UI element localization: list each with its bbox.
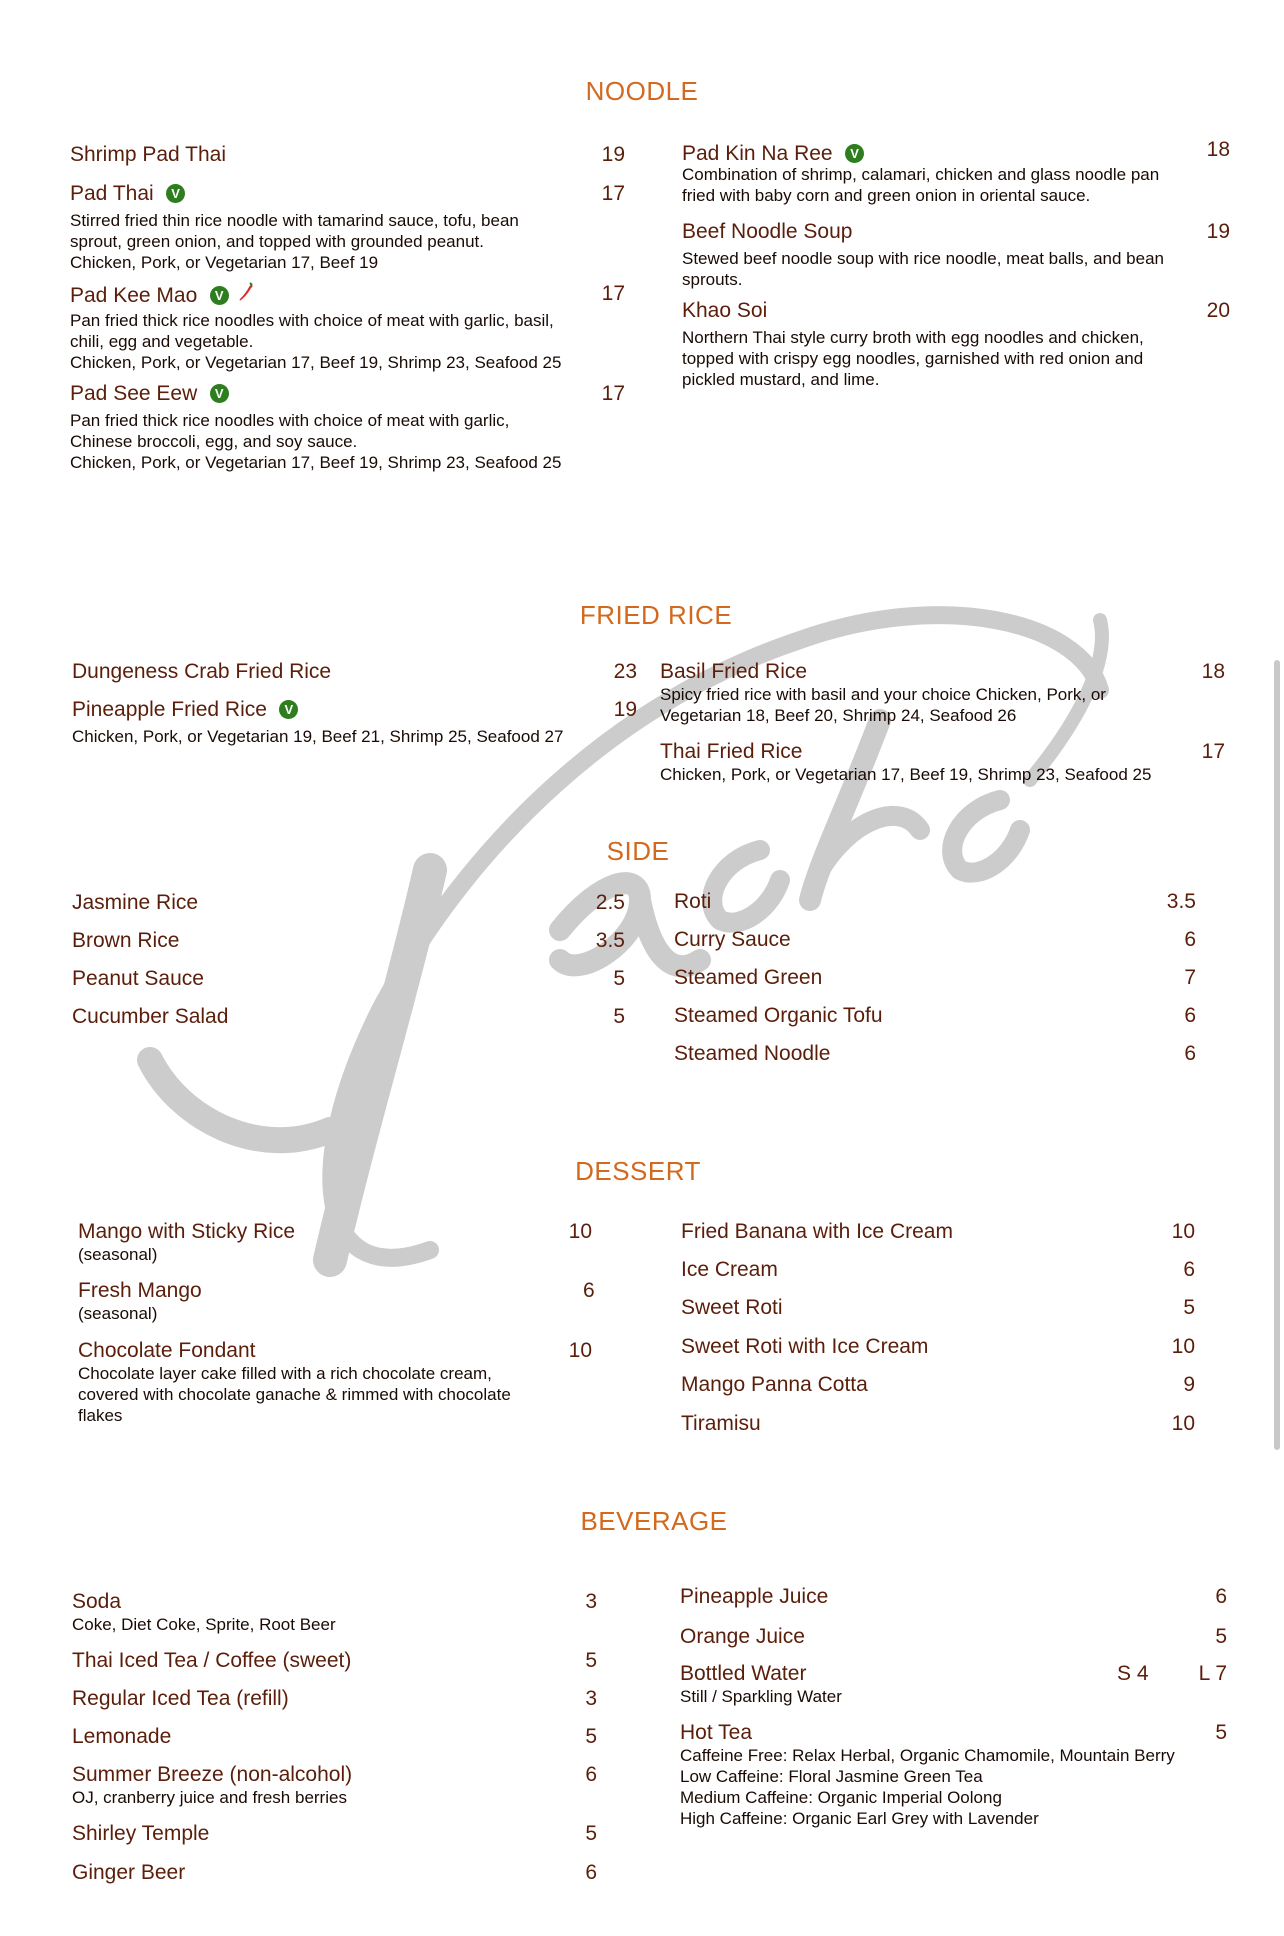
item-name: Jasmine Rice xyxy=(72,891,199,914)
menu-item-thai-fried-rice xyxy=(660,740,1225,785)
item-description: Chicken, Pork, or Vegetarian 19, Beef 21, Shrimp 25, Seafood 27 xyxy=(72,727,564,746)
menu-item-fried-banana-ice-cream xyxy=(681,1220,1195,1248)
menu-item-orange-juice xyxy=(680,1625,1227,1653)
menu-item-khao-soi xyxy=(682,299,1230,390)
item-description: Northern Thai style curry broth with egg noodles and chicken, topped with crispy egg noodles, garnished with red onion and pickled mustard, and lime. xyxy=(682,328,1144,389)
item-price: 5 xyxy=(585,1725,597,1748)
menu-item-hot-tea xyxy=(680,1721,1227,1829)
item-name: Chocolate Fondant xyxy=(78,1339,256,1362)
vegetarian-badge-icon: V xyxy=(279,700,298,719)
item-description: (seasonal) xyxy=(78,1245,158,1264)
menu-item-mango-sticky-rice xyxy=(78,1220,592,1265)
item-price: 10 xyxy=(568,1220,592,1243)
item-name: Ginger Beer xyxy=(72,1861,186,1884)
item-price: 3 xyxy=(585,1590,597,1613)
item-name: Brown Rice xyxy=(72,929,180,952)
item-price: 17 xyxy=(601,282,625,305)
item-price: 5 xyxy=(613,1005,625,1028)
menu-item-pad-thai xyxy=(70,182,625,273)
item-price: 6 xyxy=(585,1763,597,1786)
section-title-fried-rice: FRIED RICE xyxy=(579,600,733,630)
menu-item-peanut-sauce xyxy=(72,967,625,995)
item-price: 19 xyxy=(1206,220,1230,243)
menu-item-ice-cream xyxy=(681,1258,1195,1286)
item-name: Pad Kee Mao xyxy=(70,284,198,307)
item-name: Sweet Roti with Ice Cream xyxy=(681,1335,929,1358)
menu-item-dungeness-crab-fried-rice xyxy=(72,660,637,688)
item-name: Cucumber Salad xyxy=(72,1005,229,1028)
item-description: Pan fried thick rice noodles with choice of meat with garlic, Chinese broccoli, egg, and soy sauce. Chicken, Pork, or Vegetarian 17, Beef 19, Shrimp 23, Seafood 25 xyxy=(70,411,562,472)
item-name: Tiramisu xyxy=(681,1412,761,1435)
menu-item-shrimp-pad-thai xyxy=(70,143,625,171)
item-name: Soda xyxy=(72,1590,122,1613)
item-price: 3 xyxy=(585,1687,597,1710)
item-price: 5 xyxy=(1215,1625,1227,1648)
item-name: Steamed Noodle xyxy=(674,1042,831,1065)
item-price: 6 xyxy=(1215,1585,1227,1608)
item-price: 6 xyxy=(1183,1258,1195,1281)
item-price: 10 xyxy=(1171,1220,1195,1243)
item-price: 5 xyxy=(1215,1721,1227,1744)
item-name: Shirley Temple xyxy=(72,1822,210,1845)
menu-item-steamed-organic-tofu xyxy=(674,1004,1196,1032)
section-title-beverage: BEVERAGE xyxy=(580,1506,728,1536)
item-price: 6 xyxy=(585,1861,597,1884)
item-price: 2.5 xyxy=(595,891,625,914)
menu-item-mango-panna-cotta xyxy=(681,1373,1195,1401)
item-description: Stewed beef noodle soup with rice noodle, meat balls, and bean sprouts. xyxy=(682,249,1164,289)
item-price: 6 xyxy=(1184,1042,1196,1065)
item-price: 5 xyxy=(1183,1296,1195,1319)
item-description: Chicken, Pork, or Vegetarian 17, Beef 19, Shrimp 23, Seafood 25 xyxy=(660,765,1152,784)
menu-item-ginger-beer xyxy=(72,1861,597,1889)
item-name: Mango with Sticky Rice xyxy=(78,1220,296,1243)
menu-item-steamed-noodle xyxy=(674,1042,1196,1070)
menu-item-lemonade xyxy=(72,1725,597,1753)
menu-item-pineapple-juice xyxy=(680,1585,1227,1613)
item-price: 9 xyxy=(1183,1373,1195,1396)
item-name: Pad See Eew xyxy=(70,382,198,405)
menu-item-tiramisu xyxy=(681,1412,1195,1440)
item-price: 5 xyxy=(585,1822,597,1845)
menu-item-pineapple-fried-rice xyxy=(72,698,637,747)
item-description: Spicy fried rice with basil and your choice Chicken, Pork, or Vegetarian 18, Beef 20, Shrimp 24, Seafood 26 xyxy=(660,685,1106,725)
scrollbar-thumb[interactable] xyxy=(1274,660,1280,1450)
menu-item-curry-sauce xyxy=(674,928,1196,956)
menu-item-regular-iced-tea xyxy=(72,1687,597,1715)
item-description: Stirred fried thin rice noodle with tamarind sauce, tofu, bean sprout, green onion, and topped with grounded peanut. Chicken, Pork, or Vegetarian 17, Beef 19 xyxy=(70,211,519,272)
vegetarian-badge-icon: V xyxy=(845,144,864,163)
item-name: Khao Soi xyxy=(682,299,768,322)
item-name: Pineapple Juice xyxy=(680,1585,829,1608)
vegetarian-badge-icon: V xyxy=(210,384,229,403)
item-description: Still / Sparkling Water xyxy=(680,1687,842,1706)
item-price: 10 xyxy=(1171,1412,1195,1435)
item-price: 17 xyxy=(601,382,625,405)
menu-item-pad-kin-na-ree xyxy=(682,138,1230,206)
item-name: Peanut Sauce xyxy=(72,967,204,990)
item-name: Bottled Water xyxy=(680,1662,807,1685)
item-price: 6 xyxy=(583,1279,595,1302)
item-name: Orange Juice xyxy=(680,1625,805,1648)
menu-item-fresh-mango xyxy=(78,1279,595,1324)
item-name: Pad Kin Na Ree xyxy=(682,142,833,165)
item-name: Regular Iced Tea (refill) xyxy=(72,1687,289,1710)
item-name: Steamed Green xyxy=(674,966,823,989)
menu-item-basil-fried-rice xyxy=(660,660,1225,726)
item-price: 19 xyxy=(601,143,625,166)
item-price: 19 xyxy=(613,698,637,721)
item-name: Pad Thai xyxy=(70,182,154,205)
item-description: Caffeine Free: Relax Herbal, Organic Chamomile, Mountain Berry Low Caffeine: Floral Jasmine Green Tea Medium Caffeine: Organic Imperial Oolong High Caffeine: Organic Earl Grey with Lavender xyxy=(680,1746,1175,1828)
item-name: Shrimp Pad Thai xyxy=(70,143,227,166)
section-title-side: SIDE xyxy=(606,836,670,866)
item-description: Coke, Diet Coke, Sprite, Root Beer xyxy=(72,1615,336,1634)
item-price: 7 xyxy=(1184,966,1196,989)
item-price: 6 xyxy=(1184,928,1196,951)
item-description: (seasonal) xyxy=(78,1304,158,1323)
large-size-price: L 7 xyxy=(1198,1662,1227,1685)
item-name: Steamed Organic Tofu xyxy=(674,1004,883,1027)
item-name: Curry Sauce xyxy=(674,928,791,951)
menu-item-cucumber-salad xyxy=(72,1005,625,1033)
item-price: 18 xyxy=(1201,660,1225,683)
menu-item-soda xyxy=(72,1590,597,1635)
item-name: Fresh Mango xyxy=(78,1279,202,1302)
item-name: Beef Noodle Soup xyxy=(682,220,853,243)
item-description: Chocolate layer cake filled with a rich chocolate cream, covered with chocolate ganache & rimmed with chocolate flakes xyxy=(78,1364,511,1425)
item-price: 3.5 xyxy=(1166,890,1196,913)
menu-item-sweet-roti-ice-cream xyxy=(681,1335,1195,1363)
menu-item-pad-kee-mao xyxy=(70,282,625,373)
menu-item-brown-rice xyxy=(72,929,625,957)
vegetarian-badge-icon: V xyxy=(166,184,185,203)
item-name: Pineapple Fried Rice xyxy=(72,698,267,721)
menu-item-shirley-temple xyxy=(72,1822,597,1850)
item-description: Pan fried thick rice noodles with choice of meat with garlic, basil, chili, egg and vegetable. Chicken, Pork, or Vegetarian 17, Beef 19, Shrimp 23, Seafood 25 xyxy=(70,311,562,372)
item-name: Fried Banana with Ice Cream xyxy=(681,1220,953,1243)
item-name: Roti xyxy=(674,890,712,913)
item-price: 20 xyxy=(1206,299,1230,322)
item-price: 10 xyxy=(1171,1335,1195,1358)
item-price: 5 xyxy=(585,1649,597,1672)
item-price: 17 xyxy=(1201,740,1225,763)
section-title-dessert: DESSERT xyxy=(575,1156,701,1186)
menu-item-summer-breeze xyxy=(72,1763,597,1808)
item-name: Thai Fried Rice xyxy=(660,740,803,763)
vegetarian-badge-icon: V xyxy=(210,286,229,305)
menu-item-sweet-roti xyxy=(681,1296,1195,1324)
item-name: Lemonade xyxy=(72,1725,172,1748)
menu-item-thai-iced-tea xyxy=(72,1649,597,1677)
menu-item-pad-see-eew xyxy=(70,382,625,473)
spicy-chili-icon xyxy=(239,282,255,302)
item-name: Ice Cream xyxy=(681,1258,778,1281)
item-name: Thai Iced Tea / Coffee (sweet) xyxy=(72,1649,352,1672)
menu-item-roti xyxy=(674,890,1196,918)
item-price: 23 xyxy=(613,660,637,683)
menu-item-steamed-green xyxy=(674,966,1196,994)
item-price: 3.5 xyxy=(595,929,625,952)
item-price: 5 xyxy=(613,967,625,990)
section-title-noodle: NOODLE xyxy=(585,76,699,106)
item-name: Summer Breeze (non-alcohol) xyxy=(72,1763,353,1786)
item-description: Combination of shrimp, calamari, chicken and glass noodle pan fried with baby corn and green onion in oriental sauce. xyxy=(682,165,1160,205)
item-price: 6 xyxy=(1184,1004,1196,1027)
item-name: Mango Panna Cotta xyxy=(681,1373,868,1396)
item-price: 10 xyxy=(568,1339,592,1362)
item-price: 18 xyxy=(1206,138,1230,161)
item-name: Dungeness Crab Fried Rice xyxy=(72,660,332,683)
small-size-price: S 4 xyxy=(1117,1662,1149,1685)
item-name: Basil Fried Rice xyxy=(660,660,808,683)
menu-item-bottled-water xyxy=(680,1662,1227,1707)
menu-item-jasmine-rice xyxy=(72,891,625,919)
item-price: 17 xyxy=(601,182,625,205)
menu-item-beef-noodle-soup xyxy=(682,220,1230,290)
item-name: Hot Tea xyxy=(680,1721,752,1744)
menu-item-chocolate-fondant xyxy=(78,1339,592,1426)
item-description: OJ, cranberry juice and fresh berries xyxy=(72,1788,347,1807)
item-name: Sweet Roti xyxy=(681,1296,783,1319)
